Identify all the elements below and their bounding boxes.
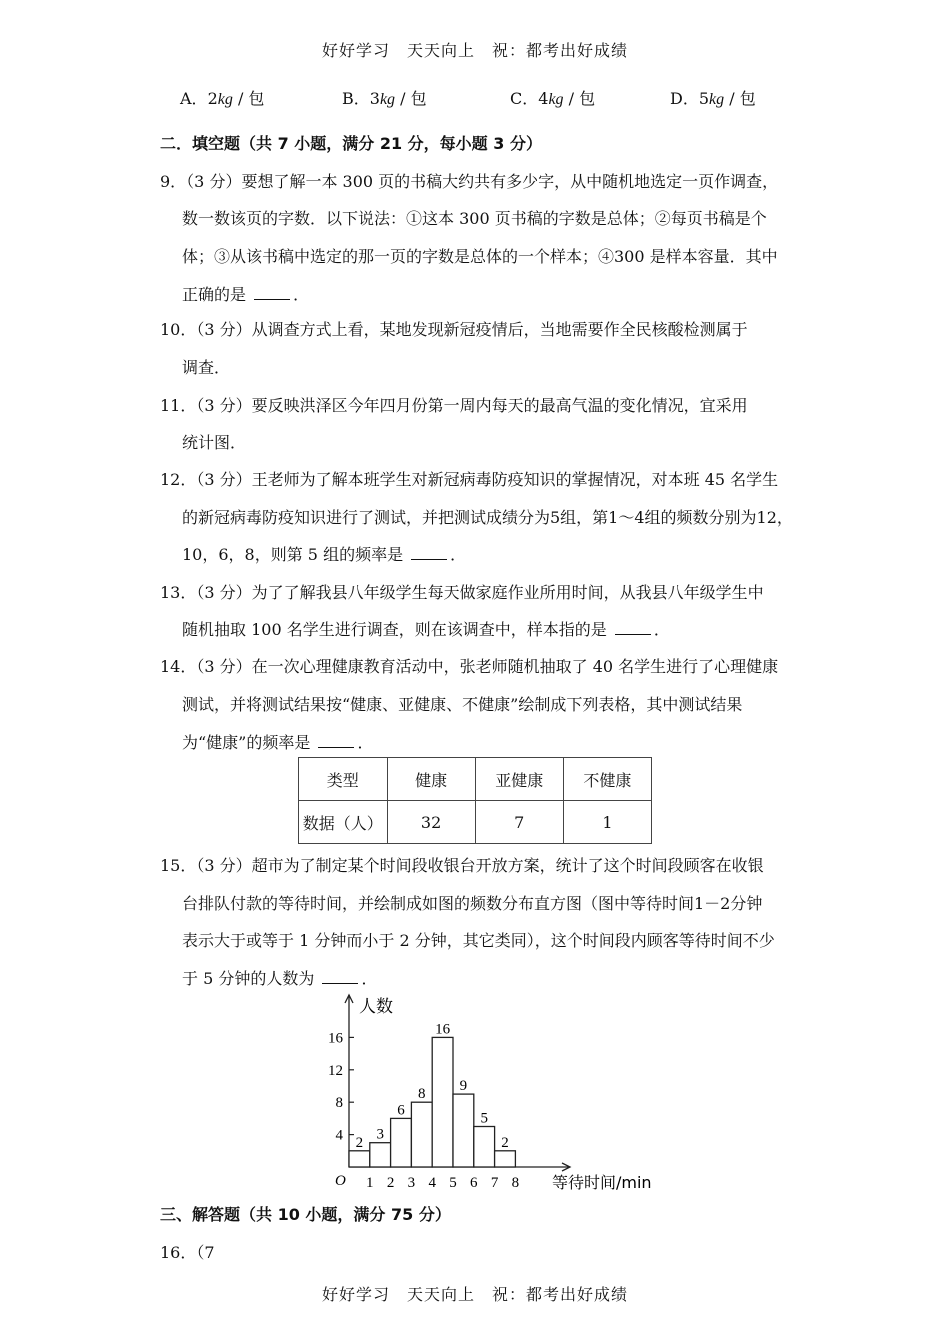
bar-data-label: 6 — [397, 1102, 405, 1119]
q14-line3: 为“健康”的频率是 ． — [182, 733, 374, 752]
histogram-bar — [474, 1127, 495, 1168]
page-header: 好好学习 天天向上 祝：都考出好成绩 — [321, 41, 628, 60]
histogram-bar — [349, 1151, 370, 1167]
q14-line2: 测试，并将测试结果按“健康、亚健康、不健康”绘制成下列表格，其中测试结果 — [182, 695, 743, 714]
q15-line1: 15．（3 分）超市为了制定某个时间段收银台开放方案，统计了这个时间段顾客在收银 — [160, 856, 764, 875]
q10-line1: 10．（3 分）从调查方式上看，某地发现新冠疫情后，当地需要作全民核酸检测属于 — [160, 320, 748, 339]
histogram-bar — [495, 1151, 516, 1167]
bar-data-label: 2 — [501, 1134, 509, 1151]
q15-line4: 于 5 分钟的人数为 ． — [182, 969, 378, 988]
q13-line2: 随机抽取 100 名学生进行调查，则在该调查中，样本指的是 ． — [182, 620, 670, 639]
page-footer: 好好学习 天天向上 祝：都考出好成绩 — [321, 1285, 628, 1304]
histogram-bar — [370, 1143, 391, 1167]
q13-line1: 13．（3 分）为了了解我县八年级学生每天做家庭作业所用时间，从我县八年级学生中 — [160, 583, 764, 602]
x-tick-label: 6 — [470, 1175, 478, 1191]
x-tick-label: 2 — [386, 1175, 395, 1191]
y-tick-label: 12 — [328, 1062, 343, 1079]
x-axis-label: 等待时间/min — [552, 1173, 652, 1192]
section-3-title: 三、解答题（共 10 小题，满分 75 分） — [160, 1205, 451, 1224]
x-tick-label: 5 — [449, 1175, 457, 1191]
bar-data-label: 2 — [355, 1134, 364, 1151]
y-tick-label: 16 — [328, 1030, 343, 1047]
histogram-bar — [391, 1118, 412, 1167]
table-cell: 7 — [475, 801, 563, 844]
q11-line1: 11．（3 分）要反映洪泽区今年四月份第一周内每天的最高气温的变化情况，宜采用 — [160, 396, 748, 415]
histogram-bar — [453, 1094, 474, 1167]
bar-data-label: 8 — [418, 1086, 426, 1103]
y-tick-label: 8 — [335, 1095, 343, 1112]
y-axis-label: 人数 — [359, 997, 393, 1017]
option-a: A．2kg / 包 — [180, 89, 265, 108]
q10-line2: 调查． — [182, 358, 231, 377]
q12-line3: 10，6，8，则第 5 组的频率是 ． — [182, 545, 467, 564]
origin-label: O — [335, 1173, 346, 1189]
table-cell: 数据（人） — [299, 801, 388, 844]
table-cell: 不健康 — [563, 758, 651, 801]
q14-line1: 14．（3 分）在一次心理健康教育活动中，张老师随机抽取了 40 名学生进行了心理健康 — [160, 657, 779, 676]
q9-line3: 体；③从该书稿中选定的那一页的字数是总体的一个样本；④300 是样本容量．其中 — [182, 247, 778, 266]
option-b: B．3kg / 包 — [342, 89, 427, 108]
section-2-title: 二．填空题（共 7 小题，满分 21 分，每小题 3 分） — [160, 134, 542, 153]
x-tick-label: 8 — [511, 1175, 520, 1191]
table-cell: 亚健康 — [475, 758, 563, 801]
x-tick-label: 1 — [366, 1175, 374, 1191]
q15-line2: 台排队付款的等待时间，并绘制成如图的频数分布直方图（图中等待时间1－2分钟 — [182, 894, 763, 913]
q9-line4: 正确的是 ． — [182, 285, 310, 304]
bar-data-label: 9 — [459, 1078, 468, 1095]
x-tick-label: 3 — [407, 1175, 416, 1191]
q9-line2: 数一数该页的字数．以下说法：①这本 300 页书稿的字数是总体；②每页书稿是个 — [182, 209, 767, 228]
table-cell: 健康 — [387, 758, 475, 801]
q15-line3: 表示大于或等于 1 分钟而小于 2 分钟，其它类同），这个时间段内顾客等待时间不少 — [182, 931, 775, 950]
y-tick-label: 4 — [335, 1127, 343, 1144]
q12-line2: 的新冠病毒防疫知识进行了测试，并把测试成绩分为5组，第1～4组的频数分别为12， — [182, 508, 793, 527]
q16-start: 16．（7 — [160, 1243, 215, 1262]
table-cell: 类型 — [299, 758, 388, 801]
x-tick-label: 7 — [490, 1175, 499, 1191]
bar-data-label: 16 — [435, 1021, 451, 1038]
histogram-bar — [411, 1102, 432, 1167]
option-c: C．4kg / 包 — [510, 89, 596, 108]
bar-data-label: 3 — [376, 1126, 384, 1143]
option-d: D．5kg / 包 — [670, 89, 756, 108]
q11-line2: 统计图． — [182, 433, 247, 452]
q9-line1: 9．（3 分）要想了解一本 300 页的书稿大约共有多少字，从中随机地选定一页作调查， — [160, 172, 779, 191]
table-cell: 1 — [563, 801, 651, 844]
x-tick-label: 4 — [428, 1175, 436, 1191]
bar-data-label: 5 — [480, 1110, 488, 1127]
q12-line1: 12．（3 分）王老师为了解本班学生对新冠病毒防疫知识的掌握情况，对本班 45 名学生 — [160, 470, 779, 489]
table-cell: 32 — [387, 801, 475, 844]
histogram-bar — [432, 1037, 453, 1167]
